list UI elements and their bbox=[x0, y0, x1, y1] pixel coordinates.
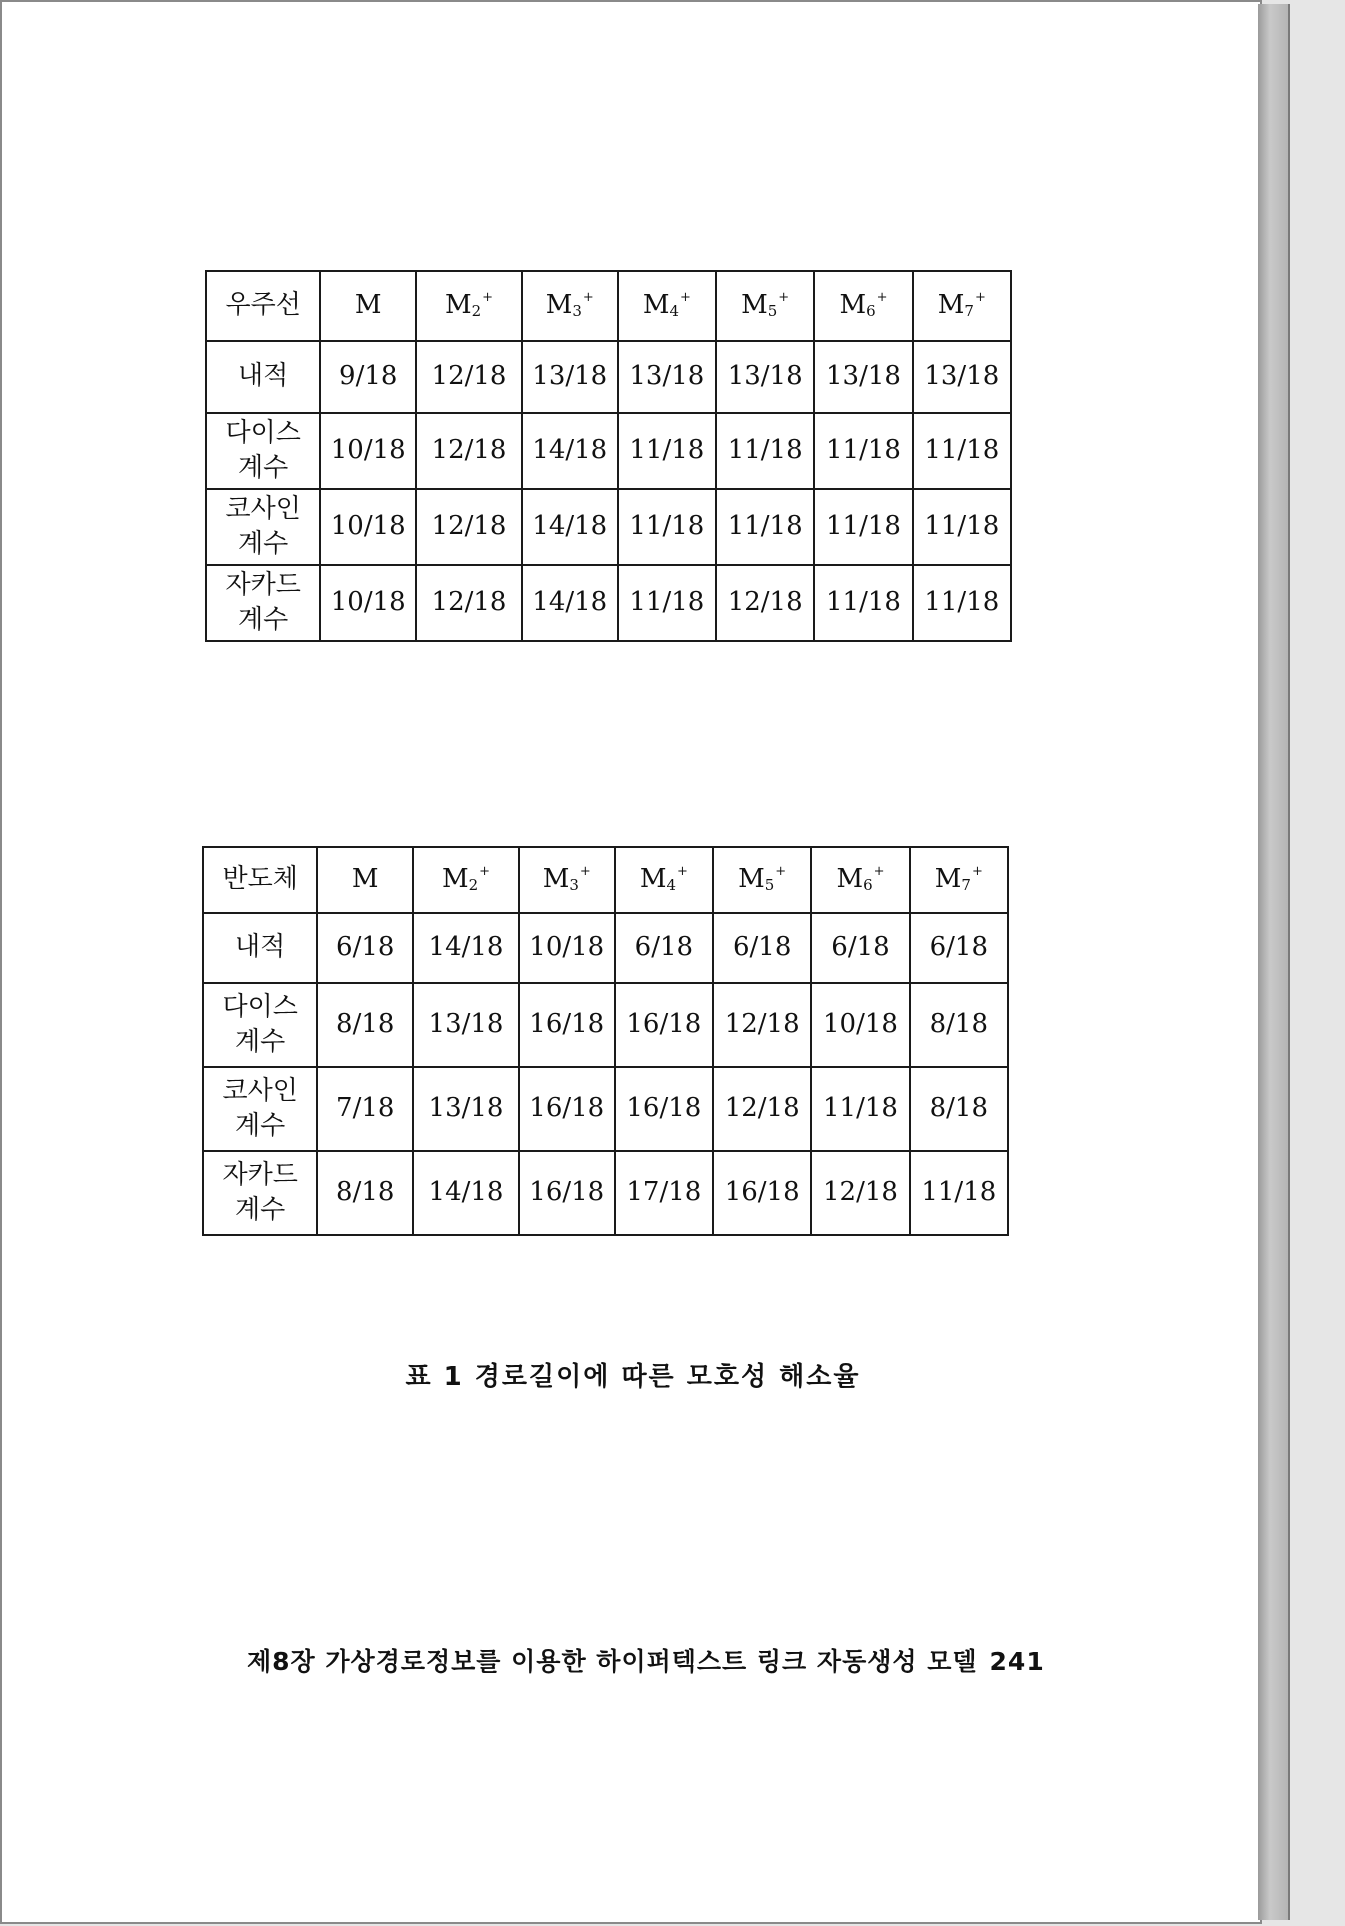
page-edge-shadow bbox=[1258, 4, 1290, 1920]
column-header bbox=[519, 847, 615, 913]
table-cell: 13/18 bbox=[913, 341, 1011, 413]
table-row bbox=[203, 1151, 1008, 1235]
table-cell: 8/18 bbox=[317, 1151, 413, 1235]
column-header-base: M bbox=[545, 290, 573, 321]
column-header-superscript: + bbox=[971, 864, 983, 880]
table-cell: 10/18 bbox=[519, 913, 615, 983]
row-label-line: 계수 bbox=[238, 453, 289, 483]
column-header-base: M bbox=[354, 290, 382, 321]
column-header-subscript: 2 bbox=[471, 302, 482, 321]
row-label-line: 계수 bbox=[235, 1111, 286, 1141]
table-cell: 11/18 bbox=[913, 489, 1011, 565]
column-header-base: M bbox=[351, 864, 379, 895]
column-header bbox=[913, 271, 1011, 341]
table-cell: 8/18 bbox=[317, 983, 413, 1067]
table-cell: 12/18 bbox=[416, 489, 522, 565]
row-label-line: 다이스 bbox=[225, 417, 301, 448]
row-label-line: 계수 bbox=[238, 529, 289, 559]
row-label-line: 내적 bbox=[235, 932, 286, 963]
table-cell: 16/18 bbox=[519, 1151, 615, 1235]
table-cell: 12/18 bbox=[716, 565, 814, 641]
column-header-subscript: 5 bbox=[767, 302, 778, 321]
table-cell: 16/18 bbox=[519, 1067, 615, 1151]
table-cell: 8/18 bbox=[910, 1067, 1008, 1151]
column-header-superscript: + bbox=[579, 864, 591, 880]
table-cell: 11/18 bbox=[814, 413, 912, 489]
column-header bbox=[320, 271, 416, 341]
column-header bbox=[811, 847, 909, 913]
row-label-line: 다이스 bbox=[222, 991, 298, 1022]
table-cell: 12/18 bbox=[713, 1067, 811, 1151]
table-row bbox=[203, 983, 1008, 1067]
table-cell: 13/18 bbox=[716, 341, 814, 413]
column-header-base: M bbox=[934, 864, 962, 895]
column-header-superscript: + bbox=[873, 864, 885, 880]
table-row bbox=[206, 341, 1011, 413]
table-cell: 10/18 bbox=[320, 565, 416, 641]
row-label-line: 내적 bbox=[238, 361, 289, 392]
table-cell: 17/18 bbox=[615, 1151, 713, 1235]
row-label bbox=[203, 1067, 317, 1151]
row-label-line: 계수 bbox=[235, 1027, 286, 1057]
table-cell: 11/18 bbox=[910, 1151, 1008, 1235]
table-cell: 14/18 bbox=[413, 913, 519, 983]
table-cell: 14/18 bbox=[522, 565, 618, 641]
column-header-subscript: 4 bbox=[666, 876, 676, 895]
row-label bbox=[203, 983, 317, 1067]
column-header bbox=[416, 271, 522, 341]
column-header-subscript: 2 bbox=[468, 876, 479, 895]
table-cell: 12/18 bbox=[416, 413, 522, 489]
table-row bbox=[203, 913, 1008, 983]
corner-header: 우주선 bbox=[206, 271, 320, 341]
row-label-line: 자카드 bbox=[222, 1159, 298, 1190]
column-header bbox=[522, 271, 618, 341]
column-header bbox=[910, 847, 1008, 913]
column-header bbox=[814, 271, 912, 341]
column-header-subscript: 5 bbox=[764, 876, 775, 895]
column-header-subscript: 7 bbox=[961, 876, 971, 895]
column-header-base: M bbox=[738, 864, 765, 895]
column-header bbox=[615, 847, 713, 913]
table-cell: 10/18 bbox=[320, 413, 416, 489]
row-label bbox=[206, 341, 320, 413]
table-cell: 11/18 bbox=[618, 489, 716, 565]
table-cell: 13/18 bbox=[522, 341, 618, 413]
column-header-subscript: 4 bbox=[669, 302, 679, 321]
table-cell: 14/18 bbox=[413, 1151, 519, 1235]
column-header-superscript: + bbox=[974, 290, 986, 306]
table-cell: 11/18 bbox=[814, 489, 912, 565]
row-label-line: 코사인 bbox=[225, 493, 301, 524]
column-header-base: M bbox=[937, 290, 965, 321]
table-cell: 11/18 bbox=[618, 413, 716, 489]
column-header-subscript: 3 bbox=[569, 876, 579, 895]
column-header-base: M bbox=[839, 290, 867, 321]
column-header-superscript: + bbox=[479, 864, 491, 880]
column-header-superscript: + bbox=[582, 290, 594, 306]
page-footer bbox=[247, 1642, 1045, 1678]
column-header-base: M bbox=[444, 290, 472, 321]
table-cell: 13/18 bbox=[413, 983, 519, 1067]
column-header-subscript: 6 bbox=[866, 302, 876, 321]
table-cell: 11/18 bbox=[811, 1067, 909, 1151]
table-cell: 12/18 bbox=[416, 341, 522, 413]
table-cell: 6/18 bbox=[713, 913, 811, 983]
table-row bbox=[206, 489, 1011, 565]
row-label-line: 자카드 bbox=[225, 569, 301, 600]
column-header-subscript: 3 bbox=[572, 302, 582, 321]
header-row bbox=[203, 847, 1008, 913]
table-cell: 8/18 bbox=[910, 983, 1008, 1067]
resolution-table-spaceship bbox=[205, 270, 1012, 642]
table-cell: 6/18 bbox=[910, 913, 1008, 983]
chapter-title: 제8장 가상경로정보를 이용한 하이퍼텍스트 링크 자동생성 모델 bbox=[247, 1647, 978, 1676]
table-cell: 11/18 bbox=[814, 565, 912, 641]
table-cell: 16/18 bbox=[519, 983, 615, 1067]
row-label bbox=[206, 413, 320, 489]
table-row bbox=[206, 413, 1011, 489]
resolution-table-semiconductor bbox=[202, 846, 1009, 1236]
table-cell: 16/18 bbox=[615, 1067, 713, 1151]
table-cell: 13/18 bbox=[814, 341, 912, 413]
row-label bbox=[203, 1151, 317, 1235]
column-header-superscript: + bbox=[775, 864, 787, 880]
column-header bbox=[413, 847, 519, 913]
page-number: 241 bbox=[989, 1647, 1045, 1676]
header-row bbox=[206, 271, 1011, 341]
table-row bbox=[206, 565, 1011, 641]
column-header-base: M bbox=[642, 290, 670, 321]
column-header bbox=[317, 847, 413, 913]
column-header-superscript: + bbox=[482, 290, 494, 306]
column-header-base: M bbox=[741, 290, 768, 321]
column-header bbox=[618, 271, 716, 341]
table-cell: 10/18 bbox=[811, 983, 909, 1067]
row-label bbox=[203, 913, 317, 983]
table-cell: 6/18 bbox=[317, 913, 413, 983]
corner-header: 반도체 bbox=[203, 847, 317, 913]
row-label-line: 코사인 bbox=[222, 1075, 298, 1106]
table-cell: 13/18 bbox=[413, 1067, 519, 1151]
column-header-superscript: + bbox=[676, 864, 688, 880]
table-cell: 11/18 bbox=[716, 413, 814, 489]
row-label-line: 계수 bbox=[238, 605, 289, 635]
column-header bbox=[713, 847, 811, 913]
table-cell: 14/18 bbox=[522, 413, 618, 489]
column-header-base: M bbox=[441, 864, 469, 895]
column-header-base: M bbox=[542, 864, 570, 895]
table-cell: 11/18 bbox=[716, 489, 814, 565]
table-cell: 9/18 bbox=[320, 341, 416, 413]
table-cell: 6/18 bbox=[615, 913, 713, 983]
table-row bbox=[203, 1067, 1008, 1151]
table-cell: 6/18 bbox=[811, 913, 909, 983]
column-header-superscript: + bbox=[679, 290, 691, 306]
column-header-base: M bbox=[836, 864, 864, 895]
table-cell: 16/18 bbox=[615, 983, 713, 1067]
row-label-line: 계수 bbox=[235, 1195, 286, 1225]
column-header-subscript: 6 bbox=[863, 876, 873, 895]
row-label bbox=[206, 489, 320, 565]
table-cell: 12/18 bbox=[811, 1151, 909, 1235]
column-header-superscript: + bbox=[876, 290, 888, 306]
table-cell: 7/18 bbox=[317, 1067, 413, 1151]
table-cell: 12/18 bbox=[416, 565, 522, 641]
table-cell: 13/18 bbox=[618, 341, 716, 413]
table-cell: 12/18 bbox=[713, 983, 811, 1067]
row-label bbox=[206, 565, 320, 641]
table-cell: 11/18 bbox=[913, 413, 1011, 489]
table-cell: 10/18 bbox=[320, 489, 416, 565]
column-header-superscript: + bbox=[778, 290, 790, 306]
column-header-subscript: 7 bbox=[964, 302, 974, 321]
table-caption: 표 1 경로길이에 따른 모호성 해소율 bbox=[405, 1362, 861, 1392]
table-cell: 16/18 bbox=[713, 1151, 811, 1235]
column-header bbox=[716, 271, 814, 341]
table-cell: 11/18 bbox=[618, 565, 716, 641]
table-cell: 11/18 bbox=[913, 565, 1011, 641]
column-header-base: M bbox=[639, 864, 667, 895]
table-cell: 14/18 bbox=[522, 489, 618, 565]
